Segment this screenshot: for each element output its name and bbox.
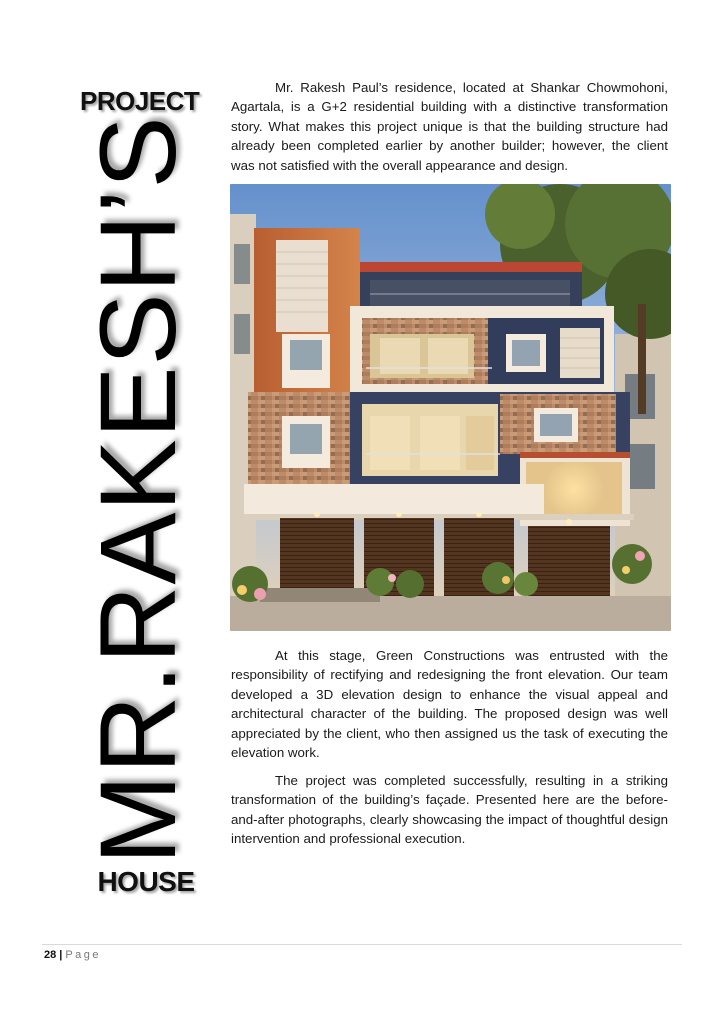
side-title-project: PROJECT	[80, 86, 200, 116]
side-title-block	[0, 0, 220, 920]
vertical-title: MR.RAKESH’S	[77, 115, 198, 865]
intro-paragraph: Mr. Rakesh Paul’s residence, located at Shankar Chowmohoni, Agartala, is a G+2 residential building with a distinctive transformation story. What makes this project unique is that the building structure had already been completed earlier by another builder; however, the client was not satisfied with the overall appearance and design.	[231, 80, 668, 173]
building-photo	[230, 184, 671, 631]
page-footer	[44, 949, 101, 961]
side-title-house: HOUSE	[97, 866, 195, 897]
body-paragraph-3: The project was completed successfully, resulting in a striking transformation of the building’s façade. Presented here are the before-and-after photographs, clearly showcasing the impact of thoughtful design intervention and professional execution.	[231, 773, 668, 847]
footer-separator: |	[59, 949, 63, 961]
page-label: Page	[65, 949, 102, 961]
footer-divider	[42, 944, 682, 945]
body-paragraph-2: At this stage, Green Constructions was entrusted with the responsibility of rectifying and redesigning the front elevation. Our team developed a 3D elevation design to enhance the visual appeal and architectural character of the building. The proposed design was well appreciated by the client, who then assigned us the task of executing the elevation work.	[231, 648, 668, 761]
vertical-title-wrapper	[77, 115, 198, 865]
page-number: 28	[44, 949, 57, 961]
